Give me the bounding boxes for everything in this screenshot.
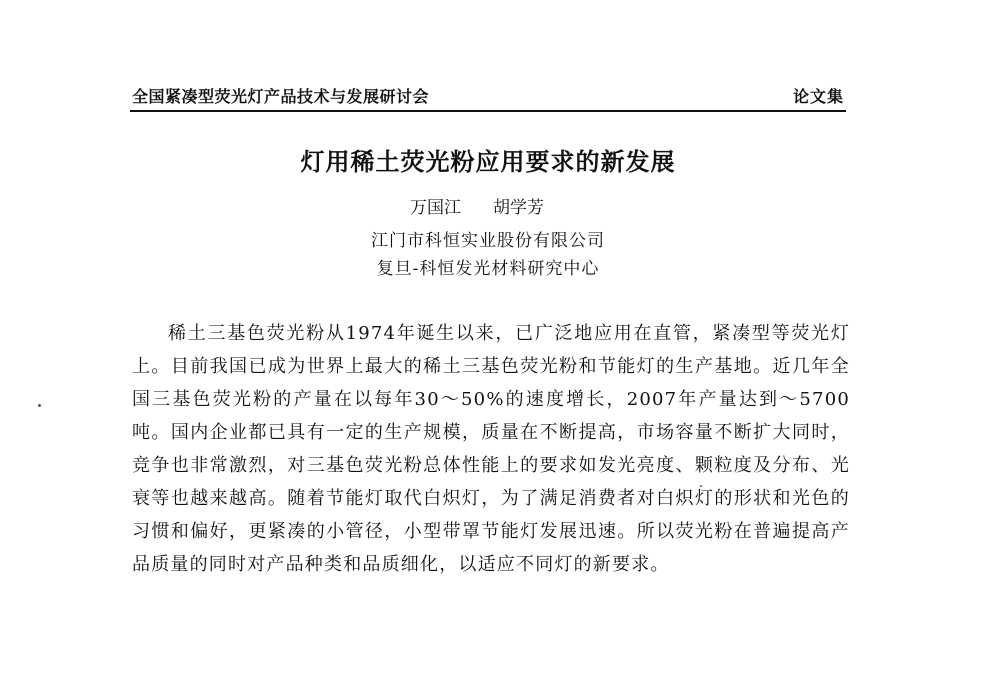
author-name: 万国江 (410, 198, 461, 218)
header-rule (130, 110, 846, 112)
author-name: 胡学芳 (493, 198, 544, 218)
affiliation: 江门市科恒实业股份有限公司 (371, 231, 605, 251)
scan-speck (38, 404, 41, 407)
body-paragraph: 稀土三基色荧光粉从1974年诞生以来，已广泛地应用在直管，紧凑型等荧光灯上。目前我国已成为世界上最大的稀土三基色荧光粉和节能灯的生产基地。近几年全国三基色荧光粉的产量在以每年30～50%的速度增长，2007年产量达到～5700吨。国内企业都已具有一定的生产规模，质量在不断提高，市场容量不断扩大同时，竞争也非常激烈，对三基色荧光粉总体性能上的要求如发光亮度、颗粒度及分布、光衰等也越来越高。随着节能灯取代白炽灯，为了满足消费者对白炽灯的形状和光色的习惯和偏好，更紧凑的小管径，小型带罩节能灯发展迅速。所以荧光粉在普遍提高产品质量的同时对产品种类和品质细化，以适应不同灯的新要求。 (132, 323, 850, 575)
collection-label: 论文集 (792, 87, 844, 106)
paper-title: 灯用稀土荧光粉应用要求的新发展 (300, 148, 676, 176)
body-paragraph-cutoff (132, 677, 850, 686)
conference-name: 全国紧凑型荧光灯产品技术与发展研讨会 (132, 87, 430, 106)
author-list (410, 195, 544, 221)
scan-speck (700, 485, 702, 487)
affiliation: 复旦-科恒发光材料研究中心 (376, 259, 600, 279)
running-header (130, 84, 846, 110)
